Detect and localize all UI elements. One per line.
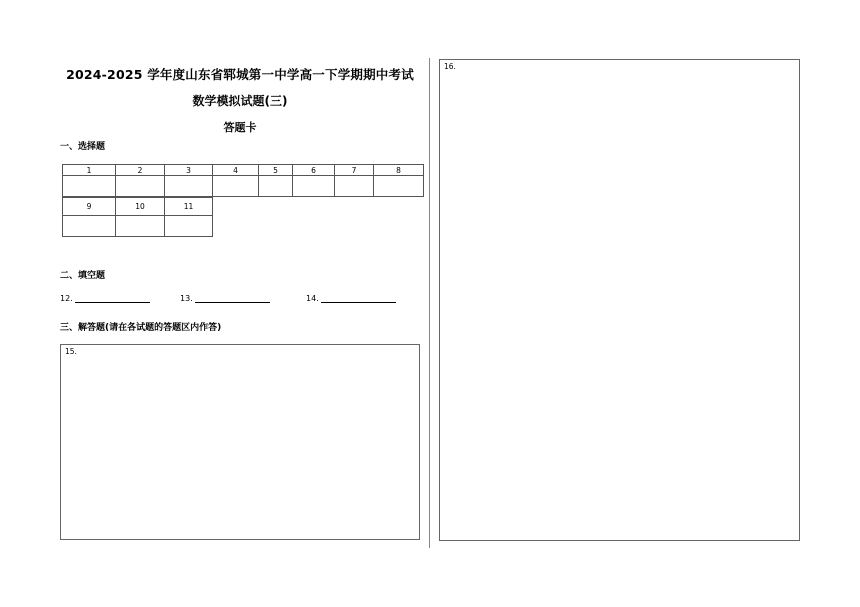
fill-item-number: 14. bbox=[306, 294, 319, 303]
answer-cell[interactable] bbox=[259, 176, 293, 197]
question-number: 2 bbox=[116, 165, 165, 176]
fill-answer-line[interactable] bbox=[75, 294, 150, 303]
answer-card-label: 答题卡 bbox=[223, 121, 257, 134]
fill-item-12 bbox=[60, 294, 150, 303]
answer-cell[interactable] bbox=[335, 176, 374, 197]
answer-cell[interactable] bbox=[63, 176, 116, 197]
section-fill-heading: 二、填空题 bbox=[60, 271, 106, 281]
exam-title: 2024-2025 学年度山东省郓城第一中学高一下学期期中考试 bbox=[66, 67, 414, 82]
fill-item-13 bbox=[180, 294, 270, 303]
question-number: 7 bbox=[335, 165, 374, 176]
choice-table-row1 bbox=[62, 164, 424, 197]
answer-cell[interactable] bbox=[165, 216, 213, 237]
answer-cell[interactable] bbox=[165, 176, 213, 197]
answer-box-number: 16. bbox=[444, 62, 456, 71]
page-divider bbox=[429, 58, 430, 548]
exam-subtitle: 数学模拟试题(三) bbox=[192, 94, 288, 108]
fill-item-14 bbox=[306, 294, 396, 303]
question-number: 6 bbox=[293, 165, 335, 176]
question-number: 3 bbox=[165, 165, 213, 176]
answer-box-number: 15. bbox=[65, 347, 77, 356]
answer-cell[interactable] bbox=[63, 216, 116, 237]
answer-box-15[interactable] bbox=[60, 344, 420, 540]
section-answer-heading: 三、解答题(请在各试题的答题区内作答) bbox=[60, 323, 222, 333]
fill-answer-line[interactable] bbox=[195, 294, 270, 303]
fill-item-number: 12. bbox=[60, 294, 73, 303]
choice-table-row2 bbox=[62, 197, 213, 237]
question-number: 1 bbox=[63, 165, 116, 176]
answer-cell[interactable] bbox=[374, 176, 424, 197]
answer-cell[interactable] bbox=[293, 176, 335, 197]
answer-cell[interactable] bbox=[213, 176, 259, 197]
question-number: 8 bbox=[374, 165, 424, 176]
answer-cell[interactable] bbox=[116, 216, 165, 237]
answer-box-16[interactable] bbox=[439, 59, 800, 541]
question-number: 9 bbox=[63, 198, 116, 216]
section-choice-heading: 一、选择题 bbox=[60, 142, 106, 152]
question-number: 11 bbox=[165, 198, 213, 216]
fill-answer-line[interactable] bbox=[321, 294, 396, 303]
question-number: 5 bbox=[259, 165, 293, 176]
fill-item-number: 13. bbox=[180, 294, 193, 303]
question-number: 4 bbox=[213, 165, 259, 176]
answer-cell[interactable] bbox=[116, 176, 165, 197]
question-number: 10 bbox=[116, 198, 165, 216]
